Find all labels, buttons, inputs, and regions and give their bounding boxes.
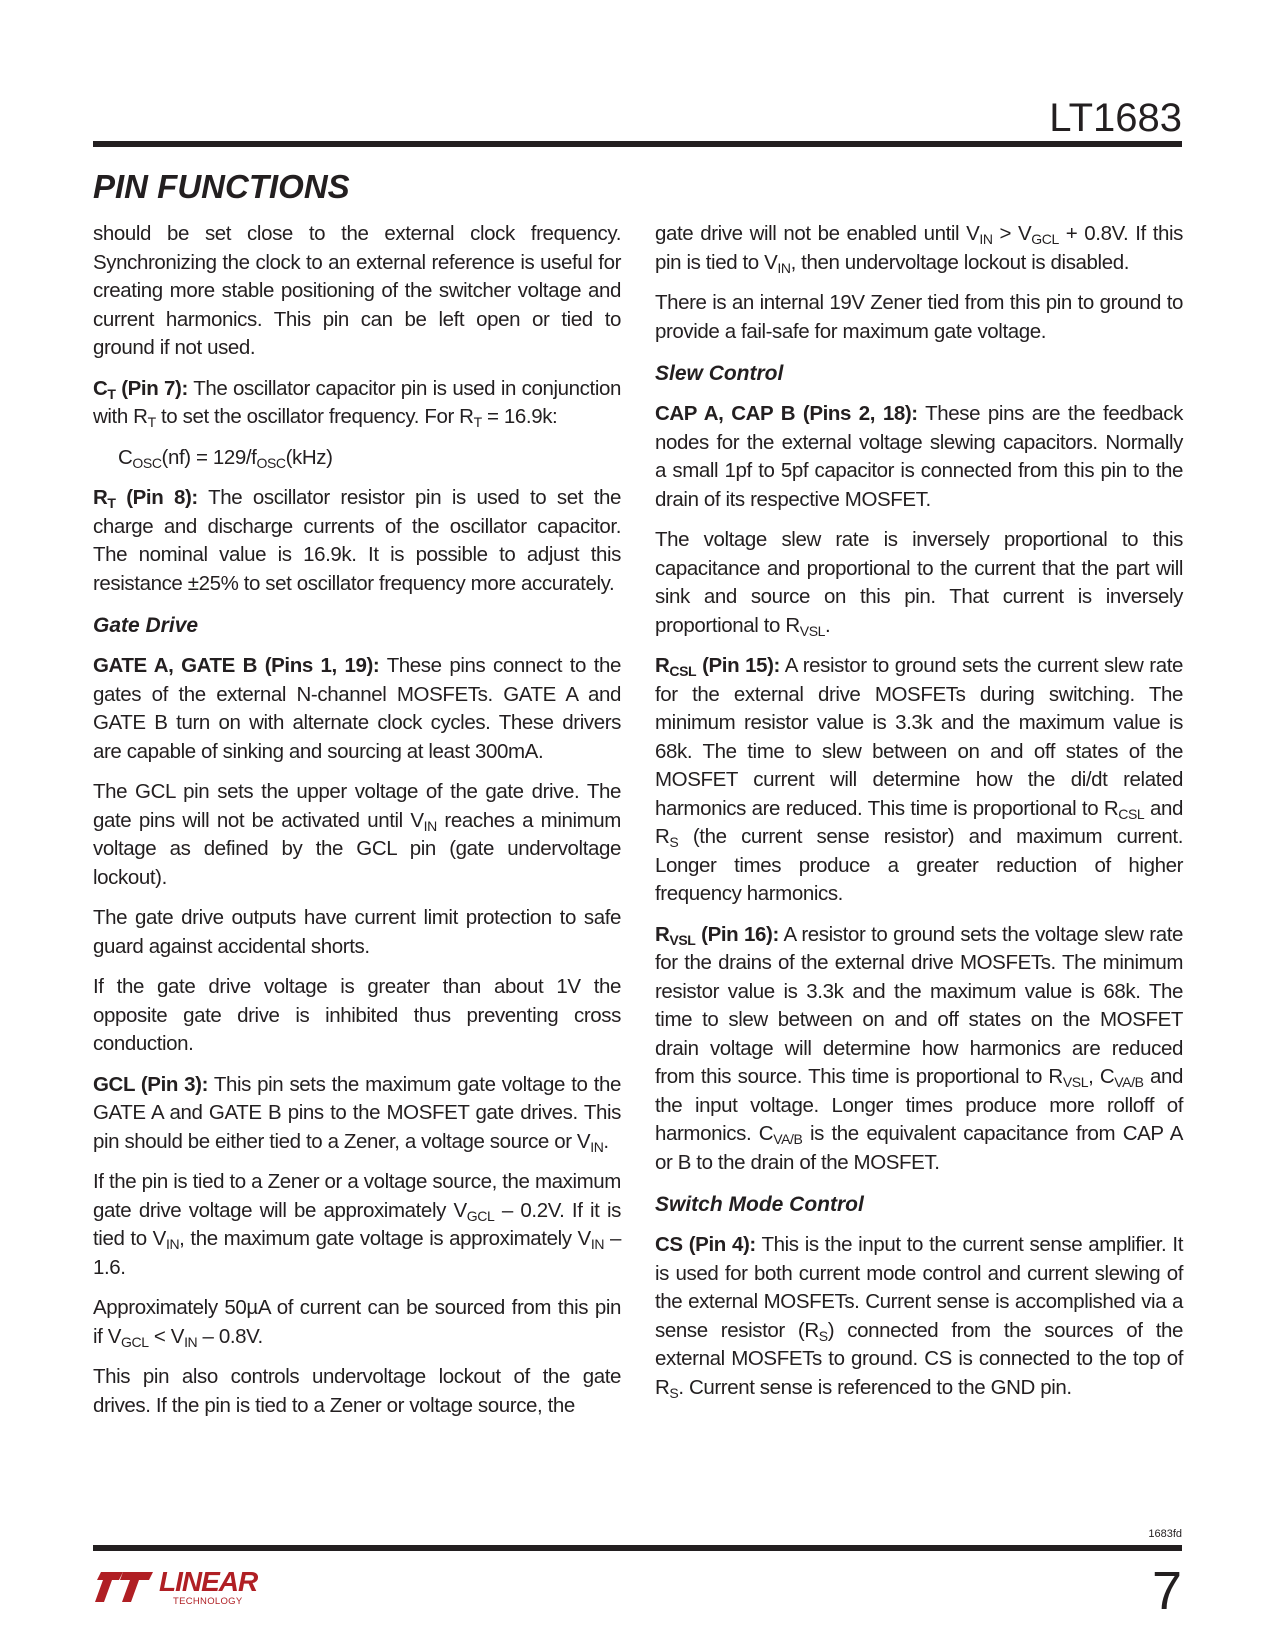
paragraph-rcsl-pin: $R_{CSL}$ (Pin 15): A resistor to ground sets the current slew rate for the external drive MOSFETs during switching. The minimum resistor value is 3.3k and the maximum value is 68k. The time to slew between on and off states of the MOSFET current will determine how the di/dt related harmonics are reduced. This time is proportional to $R_{CSL}$ and $R_S$ (the current sense resistor) and maximum current. Longer times produce a greater reduction of higher frequency harmonics. (655, 654, 1183, 905)
paragraph-rvsl-pin: $R_{VSL}$ (Pin 16): A resistor to ground sets the voltage slew rate for the drains of the external drive MOSFETs. The minimum resistor value is 3.3k and the maximum value is 68k. The time to slew between on and off states on the MOSFET drain voltage will determine how harmonics are reduced from this source. This time is proportional to $R_{VSL}$, $C_{VA/B}$ and the input voltage. Longer times produce more rolloff of harmonics. $C_{VA/B}$ is the equivalent capacitance from CAP A or B to the drain of the MOSFET. (655, 922, 1183, 1174)
rt-label: $R_T$ (Pin 8): (93, 486, 198, 511)
gcl-label: GCL (Pin 3): (93, 1072, 209, 1096)
rcsl-label: $R_{CSL}$ (Pin 15): (655, 654, 780, 679)
heading-switch-mode: Switch Mode Control (655, 1193, 864, 1216)
paragraph-ct-pin: $C_T$ (Pin 7): The oscillator capacitor pin is used in conjunction with $R_T$ to set the oscillator frequency. For $R_T = 16.9k$: (93, 376, 621, 430)
paragraph-zener: If the pin is tied to a Zener or a voltage source, the maximum gate drive voltage will be approximately $V_{GCL} - 0.2V$. If it is tied to $V_{IN}$, the maximum gate voltage is approximately $V_{IN} - 1.6$. (93, 1170, 621, 1279)
linear-technology-logo (93, 1566, 263, 1610)
ct-label: $C_T$ (Pin 7): (93, 376, 188, 402)
paragraph-slew-rate: The voltage slew rate is inversely proportional to this capacitance and proportional to the current that the part will sink and source on this pin. That current is inversely proportional to $R_{VSL}$. (655, 528, 1183, 639)
left-column (93, 220, 621, 1432)
cs-label: CS (Pin 4): (655, 1233, 756, 1256)
logo-wordmark: LINEAR (159, 1566, 258, 1597)
document-code: 1683fd (1148, 1528, 1182, 1540)
part-number: LT1683 (1049, 96, 1182, 140)
footer-rule (93, 1545, 1182, 1551)
paragraph-internal-zener: There is an internal 19V Zener tied from this pin to ground to provide a fail-safe for maximum gate voltage. (655, 291, 1183, 343)
paragraph-uvlo-cont: gate drive will not be enabled until $V_{IN} > V_{GCL} + 0.8V$. If this pin is tied to $V_{IN}$, then undervoltage lockout is disabled. (655, 222, 1184, 276)
paragraph-source-current: Approximately 50µA of current can be sourced from this pin if $V_{GCL} < V_{IN} - 0.8V$. (93, 1296, 621, 1350)
paragraph-clock-sync: should be set close to the external clock frequency. Synchronizing the clock to an external reference is useful for creating more stable positioning of the switcher voltage and current harmonics. This pin can be left open or tied to ground if not used. (93, 222, 621, 359)
right-column (655, 220, 1183, 1414)
paragraph-inhibit: If the gate drive voltage is greater than about 1V the opposite gate drive is inhibited thus preventing cross conduction. (93, 975, 621, 1055)
paragraph-rt-pin: $R_T$ (Pin 8): The oscillator resistor pin is used to set the charge and discharge currents of the oscillator capacitor. The nominal value is 16.9k. It is possible to adjust this resistance ±25% to set oscillator frequency more accurately. (93, 486, 621, 595)
paragraph-gcl-upper: The GCL pin sets the upper voltage of the gate drive. The gate pins will not be activated until $V_{IN}$ reaches a minimum voltage as defined by the GCL pin (gate undervoltage lockout). (93, 780, 621, 889)
paragraph-cs-pin: CS (Pin 4): This is the input to the current sense amplifier. It is used for both current mode control and current slewing of the external MOSFETs. Current sense is accomplished via a sense resistor $(R_S)$ connected from the sources of the external MOSFETs to ground. CS is connected to the top of $R_S$. Current sense is referenced to the GND pin. (655, 1233, 1184, 1401)
paragraph-current-limit: The gate drive outputs have current limit protection to safe guard against accidental shorts. (93, 906, 621, 958)
paragraph-gcl-pin: GCL (Pin 3): This pin sets the maximum gate voltage to the GATE A and GATE B pins to the MOSFET gate drives. This pin should be either tied to a Zener, a voltage source or $V_{IN}$. (93, 1072, 621, 1155)
cap-label: CAP A, CAP B (Pins 2, 18): (655, 402, 918, 425)
gate-label: GATE A, GATE B (Pins 1, 19): (93, 654, 380, 677)
logo-subtitle: TECHNOLOGY (173, 1596, 243, 1607)
heading-gate-drive: Gate Drive (93, 614, 199, 637)
rvsl-label: $R_{VSL}$ (Pin 16): (655, 922, 779, 948)
oscillator-formula: $C_{OSC}(nf) = 129/f_{OSC}(kHz)$ (118, 445, 333, 471)
paragraph-uvlo: This pin also controls undervoltage lockout of the gate drives. If the pin is tied to a Zener or voltage source, the (93, 1365, 621, 1417)
paragraph-cap-pins: CAP A, CAP B (Pins 2, 18): These pins are the feedback nodes for the external voltage slewing capacitors. Normally a small 1pf to 5pf capacitor is connected from this pin to the drain of its respective MOSFET. (655, 402, 1184, 511)
section-title: PIN FUNCTIONS (93, 168, 350, 205)
heading-slew-control: Slew Control (655, 362, 784, 385)
page-number: 7 (1151, 1561, 1182, 1621)
lt-logo-icon (93, 1570, 155, 1604)
header-rule (93, 141, 1182, 147)
paragraph-gate-pins: GATE A, GATE B (Pins 1, 19): These pins connect to the gates of the external N-channel MOSFETs. GATE A and GATE B turn on with alternate clock cycles. These drivers are capable of sinking and sourcing at least 300mA. (93, 654, 621, 763)
